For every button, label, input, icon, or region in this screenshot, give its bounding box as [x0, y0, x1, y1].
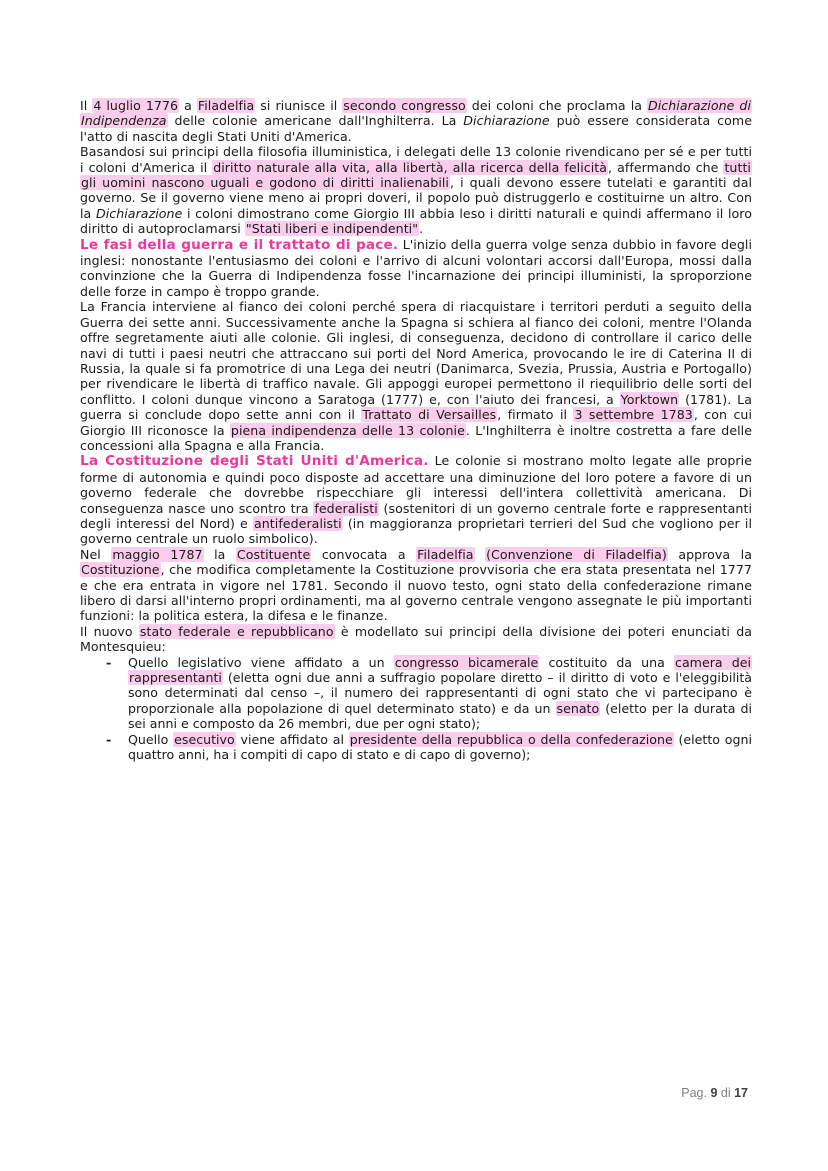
highlight-treaty: Trattato di Versailles	[362, 407, 497, 423]
text: (in maggioranza proprietari terrieri del Sud che vogliono per il governo centrale un ruolo simbolico).	[80, 515, 752, 547]
text: convocata a	[311, 546, 417, 562]
total-pages: 17	[734, 1086, 748, 1100]
highlight-senate: senato	[556, 700, 600, 716]
paragraph-war-phases	[80, 237, 752, 300]
text: Quello legislativo viene affidato a un	[128, 654, 394, 670]
text: Le colonie si mostrano molto legate alle proprie forme di autonomia e quindi poco disposte ad accettare una diminuzione del loro potere a favore di un governo federale che dovrebbe rispecchiare gli interessi dell'intera collettività americana. Di conseguenza nasce uno scontro tra	[80, 453, 752, 516]
text-italic: Dichiarazione	[95, 205, 183, 221]
text: dei coloni che proclama la	[466, 98, 647, 113]
section-heading-constitution: La Costituzione degli Stati Uniti d'America.	[80, 453, 429, 470]
highlight-congress-bicameral: congresso bicamerale	[394, 654, 539, 670]
text: , firmato il	[497, 407, 574, 423]
highlight-place: Filadelfia	[197, 98, 255, 113]
footer-separator: di	[717, 1086, 735, 1100]
highlight-free-states: "Stati liberi e indipendenti"	[245, 221, 419, 237]
text: Il nuovo	[80, 623, 139, 639]
highlight-equality: tutti gli uomini nascono uguali e godono di diritti inalienabili	[81, 159, 751, 191]
highlight-president: presidente della repubblica o della confederazione	[349, 731, 673, 747]
text: Quello	[128, 731, 174, 747]
text: può essere considerata come l'atto di nascita degli Stati Uniti d'America.	[80, 113, 752, 144]
highlight-antifederalists: antifederalisti	[253, 515, 342, 531]
highlight-congress: secondo congresso	[343, 98, 466, 113]
text: , affermando che	[608, 159, 724, 175]
paragraph-rights	[80, 144, 752, 236]
paragraph-alliances	[80, 299, 752, 453]
text: Il	[80, 98, 93, 113]
paragraph-declaration	[80, 98, 752, 144]
text: Nel	[80, 546, 112, 562]
current-page: 9	[710, 1086, 718, 1100]
highlight-costituzione: Costituzione	[81, 562, 160, 578]
paragraph-federal-state	[80, 624, 752, 655]
list-item-legislative	[128, 655, 752, 732]
text: si riunisce il	[255, 98, 343, 113]
highlight-federal-state: stato federale e repubblicano	[139, 623, 334, 639]
highlight-convention: (Convenzione di Filadelfia)	[486, 546, 667, 562]
highlight-yorktown: Yorktown	[620, 391, 679, 407]
text: (eletto per la durata di sei anni e composto da 26 membri, due per ogni stato);	[128, 700, 752, 732]
text: L'inizio della guerra volge senza dubbio in favore degli inglesi: nonostante l'entusiasmo dei coloni e l'arrivo di alcuni volontari accorsi dall'Europa, mossi dalla convinzione che la Guerra di Indipendenza fosse l'incarnazione dei principi illuministi, la sproporzione delle forze in campo è troppo grande.	[80, 236, 752, 299]
text: (sostenitori di un governo centrale forte e rappresentanti degli interessi del Nord) e	[80, 500, 752, 531]
text: (1781). La guerra si conclude dopo sette anni con il	[80, 391, 752, 423]
paragraph-convention	[80, 547, 752, 624]
text: approva la	[667, 546, 752, 562]
text: . L'Inghilterra è inoltre costretta a fare delle concessioni alla Spagna e alla Francia.	[80, 422, 753, 453]
highlight-independence: piena indipendenza delle 13 colonie	[230, 422, 465, 438]
text: , con cui Giorgio III riconosce la	[80, 407, 752, 438]
paragraph-constitution	[80, 453, 752, 546]
text: Basandosi sui principi della filosofia illuministica, i delegati delle 13 colonie rivendicano per sé e per tutti i coloni d'America il	[80, 144, 752, 175]
page-number-footer	[681, 1086, 748, 1100]
text: costituito da una	[539, 654, 675, 670]
highlight-natural-rights: diritto naturale alla vita, alla libertà, alla ricerca della felicità	[213, 159, 608, 175]
highlight-may-1787: maggio 1787	[112, 546, 203, 562]
text: i coloni dimostrano come Giorgio III abbia leso i diritti naturali e quindi affermano il loro diritto di autoproclamarsi	[80, 205, 752, 237]
text-italic: Dichiarazione	[463, 113, 550, 129]
highlight-declaration: Dichiarazione di Indipendenza	[81, 98, 751, 129]
text: La Francia interviene al fianco dei coloni perché spera di riacquistare i territori perduti a seguito della Guerra dei sette anni. Successivamente anche la Spagna si schiera al fianco dei coloni, mentre l'Olanda offre segretamente aiuti alle colonie. Gli inglesi, di conseguenza, decidono di controllare il carico delle navi di tutti i paesi neutri che attraccano sui porti del Nord America, provocando le ire di Caterina II di Russia, la quale si fa promotrice di una Lega dei neutri (Danimarca, Svezia, Prussia, Austria e Portogallo) per rivendicare le libertà di traffico navale. Gli appoggi europei permettono il riequilibrio delle sorti del conflitto. I coloni dunque vincono a Saratoga (1777) e, con l'aiuto dei francesi, a	[80, 299, 752, 407]
highlight-federalists: federalisti	[314, 500, 378, 516]
list-item-executive	[128, 732, 752, 763]
highlight-executive: esecutivo	[174, 731, 235, 747]
text: viene affidato al	[235, 731, 349, 747]
text: è modellato sui principi della divisione dei poteri enunciati da Montesquieu:	[80, 623, 752, 655]
text: la	[203, 546, 236, 562]
text: , che modifica completamente la Costituzione provvisoria che era stata presentata nel 1777 e che era entrata in vigore nel 1781. Secondo il nuovo testo, ogni stato della confederazione rimane libero di darsi all'interno propri ordinamenti, ma al governo centrale vengono assegnate le più importanti funzioni: la politica estera, la difesa e le finanze.	[80, 562, 752, 624]
highlight-filadelfia: Filadelfia	[417, 546, 474, 562]
highlight-costituente: Costituente	[236, 546, 311, 562]
text: delle colonie americane dall'Inghilterra. La	[167, 113, 464, 129]
text	[475, 547, 486, 562]
text: (eletta ogni due anni a suffragio popolare diretto – il diritto di voto e l'eleggibilità sono determinati dal censo –, il numero dei rappresentanti di ogni stato che vi partecipano è proporzionale alla popolazione di quel determinato stato) e da un	[128, 670, 752, 716]
footer-prefix: Pag.	[681, 1086, 711, 1100]
highlight-treaty-date: 3 settembre 1783	[574, 407, 693, 423]
text: (eletto ogni quattro anni, ha i compiti di capo di stato e di capo di governo);	[128, 731, 752, 763]
text: .	[419, 221, 424, 237]
powers-list	[80, 655, 752, 763]
highlight-date: 4 luglio 1776	[93, 98, 179, 113]
section-heading-war: Le fasi della guerra e il trattato di pace.	[80, 236, 399, 253]
text: a	[179, 98, 197, 113]
highlight-house: camera dei rappresentanti	[129, 654, 751, 686]
text: , i quali devono essere tutelati e garantiti dal governo. Se il governo viene meno ai propri doveri, il popolo può distruggerlo e costituirne un altro. Con la	[80, 175, 753, 221]
